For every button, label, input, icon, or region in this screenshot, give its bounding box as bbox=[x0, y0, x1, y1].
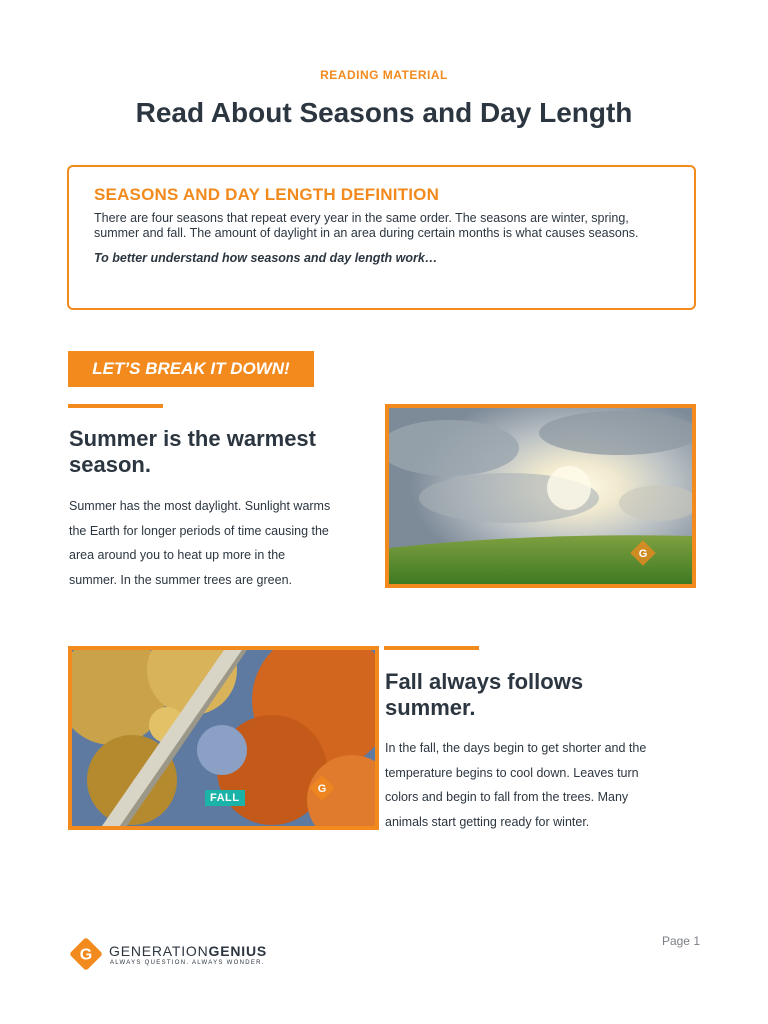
definition-heading: SEASONS AND DAY LENGTH DEFINITION bbox=[94, 185, 440, 204]
eyebrow-label: READING MATERIAL bbox=[320, 68, 448, 82]
svg-text:G: G bbox=[317, 783, 327, 795]
definition-text: There are four seasons that repeat every year in the same order. The seasons are winter, spring, summer and fall. The amount of daylight in an area during certain months is what causes seasons. bbox=[94, 211, 639, 240]
definition-lead: To better understand how seasons and day length work… bbox=[94, 251, 438, 265]
fall-body bbox=[385, 736, 705, 834]
page-number: Page 1 bbox=[661, 934, 700, 948]
summer-heading bbox=[69, 426, 316, 478]
summer-accent-rule bbox=[68, 404, 163, 408]
page-title: Read About Seasons and Day Length bbox=[135, 97, 633, 128]
definition-box bbox=[67, 165, 696, 310]
fall-heading-line2: summer. bbox=[385, 695, 476, 720]
summer-heading-line1: Summer is the warmest bbox=[69, 426, 316, 451]
break-it-down-banner: LET’S BREAK IT DOWN! bbox=[68, 351, 314, 387]
generation-genius-logo-icon bbox=[67, 935, 105, 978]
brand-tagline: ALWAYS QUESTION. ALWAYS WONDER. bbox=[110, 960, 265, 966]
summer-body bbox=[69, 494, 389, 592]
summer-line: area around you to heat up more in the bbox=[69, 548, 286, 562]
fall-line: colors and begin to fall from the trees. Many bbox=[385, 790, 629, 804]
summer-heading-line2: season. bbox=[69, 452, 151, 477]
svg-text:G: G bbox=[79, 946, 93, 964]
fall-heading bbox=[385, 669, 583, 721]
brand-name-light: GENERATION bbox=[109, 943, 209, 959]
summer-field-photo bbox=[385, 404, 696, 588]
fall-accent-rule bbox=[384, 646, 479, 650]
summer-line: Summer has the most daylight. Sunlight warms bbox=[69, 499, 331, 513]
fall-tag: FALL bbox=[205, 790, 245, 806]
summer-line: the Earth for longer periods of time causing the bbox=[69, 523, 329, 538]
fall-trees-photo bbox=[68, 646, 379, 830]
brand-name-bold: GENIUS bbox=[208, 943, 268, 959]
fall-line: animals start getting ready for winter. bbox=[385, 814, 590, 829]
fall-heading-line1: Fall always follows bbox=[385, 669, 584, 694]
brand-name bbox=[109, 943, 267, 959]
fall-line: In the fall, the days begin to get shorter and the bbox=[385, 741, 647, 755]
fall-line: temperature begins to cool down. Leaves turn bbox=[385, 765, 639, 780]
summer-line: summer. In the summer trees are green. bbox=[69, 572, 293, 587]
svg-text:G: G bbox=[638, 548, 648, 560]
